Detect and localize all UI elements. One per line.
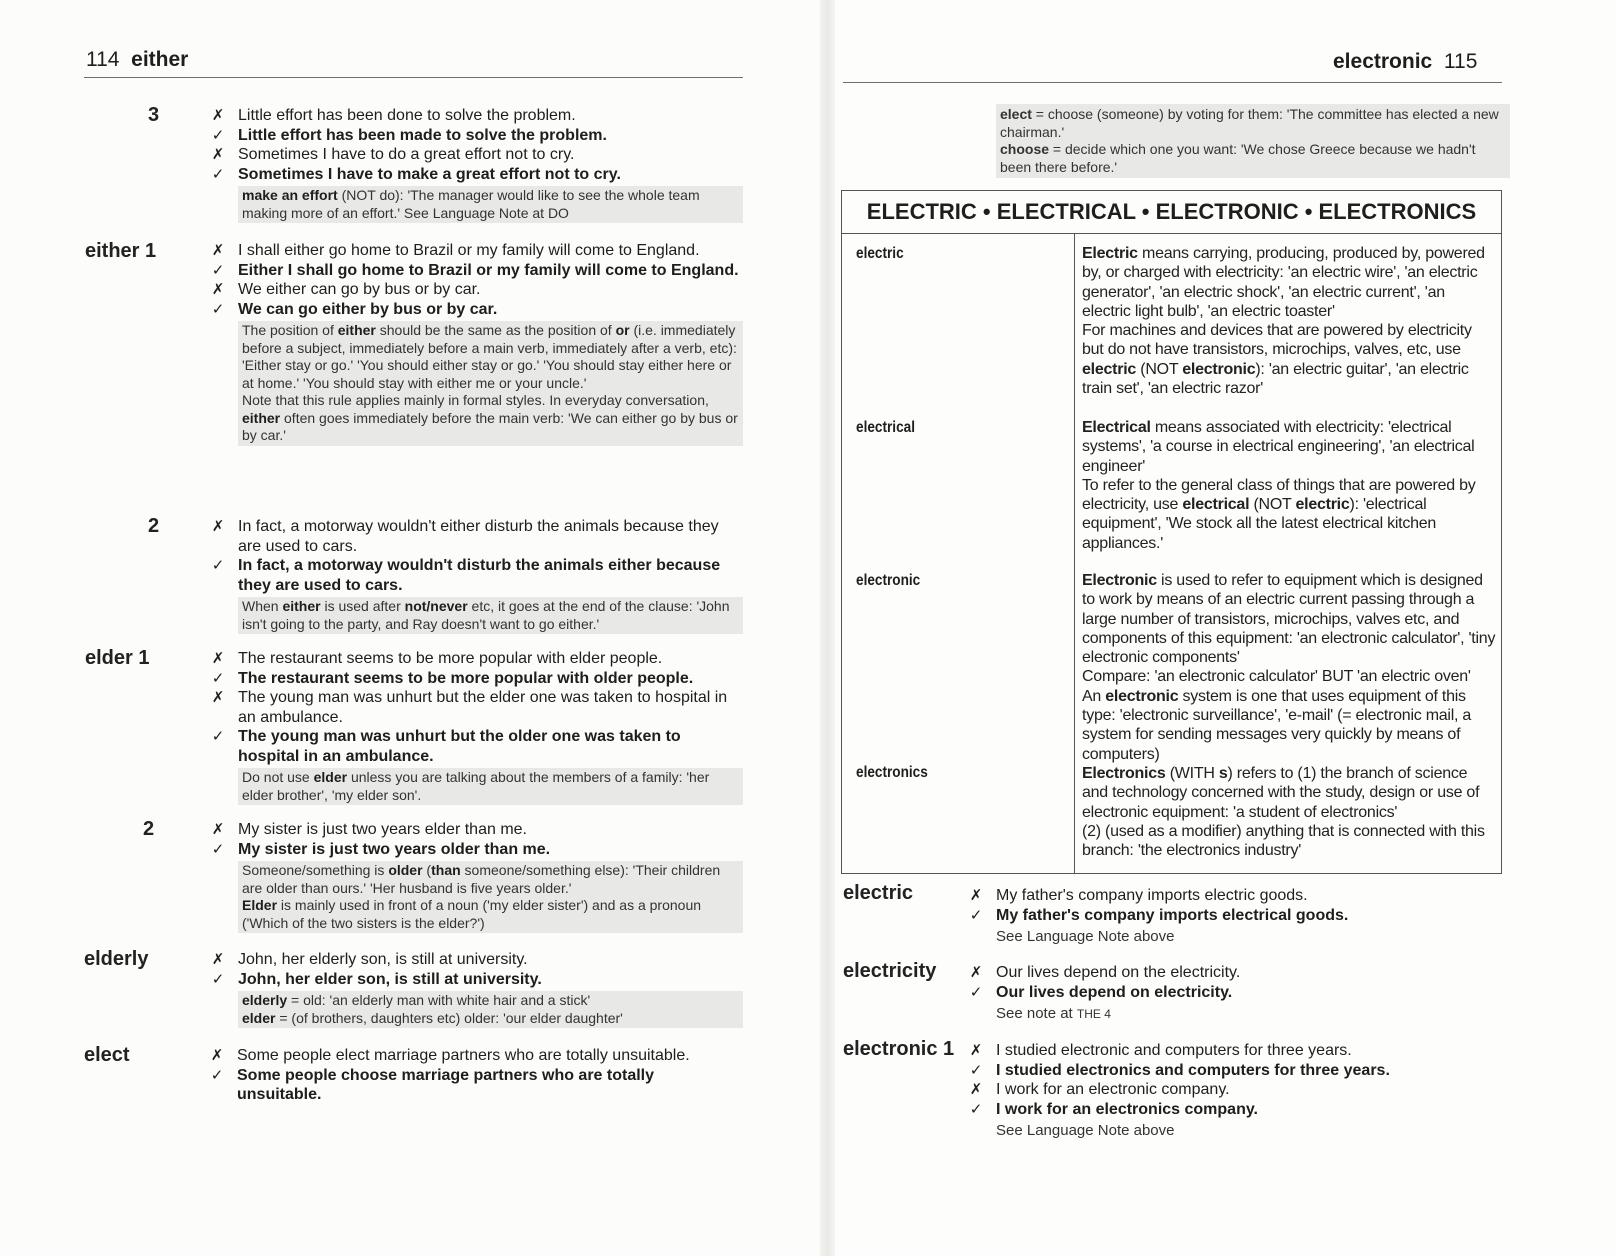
usage-note: The position of either should be the same as the position of or (i.e. immediately before a subject, immediately before a main verb, immediately after a verb, etc): 'Either stay or go.' 'You should either stay or go.' 'You should stay either here or at home.' 'You should stay with either me or your uncle.' Note that this rule applies mainly in formal styles. In everyday conversation, either often goes immediately before the main verb: 'We can either go by bus or by car.': [238, 321, 743, 446]
cross-reference: See Language Note above: [996, 928, 1175, 945]
correct-example: ✓ We can go either by bus or by car.: [208, 300, 743, 320]
correct-example: ✓ The young man was unhurt but the older one was taken to hospital in an ambulance.: [208, 727, 743, 766]
correct-example: ✓ Little effort has been made to solve the problem.: [208, 126, 743, 146]
usage-note: make an effort (NOT do): 'The manager would like to see the whole team making more of an effort.' See Language Note at DO: [238, 186, 743, 223]
usage-note: elderly = old: 'an elderly man with white hair and a stick' elder = (of brothers, daughters etc) older: 'our elder daughter': [238, 991, 743, 1028]
left-page-header: [86, 48, 188, 72]
left-page-number: 114: [86, 48, 120, 71]
cross-reference: See Language Note above: [996, 1122, 1175, 1139]
entry-electronic-1: [966, 1041, 1502, 1139]
tick-icon: ✓: [210, 1065, 224, 1084]
correct-example: ✓ The restaurant seems to be more popular with older people.: [208, 669, 743, 689]
cross-icon: ✗: [210, 1046, 224, 1064]
entry-effort-3: [208, 106, 743, 223]
headword-electric: electric: [843, 882, 914, 904]
definition-electronics: Electronics (WITH s) refers to (1) the branch of science and technology concerned with the study, design or use of electronic equipment: 'a student of electronics' (2) (used as a modifier) anything that is connected with this branch: 'the electronics industry': [1082, 765, 1485, 860]
wrong-example: ✗ The young man was unhurt but the elder one was taken to hospital in an ambulance.: [208, 688, 743, 727]
wrong-example: ✗ My father's company imports electric goods.: [966, 886, 1502, 906]
language-note-box: [841, 190, 1502, 874]
correct-example: ✓ I work for an electronics company.: [966, 1100, 1502, 1120]
entry-electric: [966, 886, 1502, 945]
correct-example: ✓ I studied electronics and computers for three years.: [966, 1061, 1502, 1081]
correct-example: ✓ Sometimes I have to make a great effort not to cry.: [208, 165, 743, 185]
tick-icon: ✓: [969, 905, 983, 924]
wrong-example: ✗ I shall either go home to Brazil or my family will come to England.: [208, 241, 743, 261]
term-electronics: electronics: [856, 764, 928, 781]
right-header-rule: [843, 82, 1502, 83]
elect-usage-note: elect = choose (someone) by voting for them: 'The committee has elected a new chairman.' choose = decide which one you want: 'We chose Greece because we hadn't been there before.': [996, 104, 1510, 178]
entry-elder-2: [208, 820, 743, 933]
definition-electrical: Electrical means associated with electricity: 'electrical systems', 'a course in electrical engineering', 'an electrical engineer' To refer to the general class of things that are powered by electricity, use electrical (NOT electric): 'electrical equipment', 'We stock all the latest electrical kitchen appliances.': [1082, 419, 1476, 552]
entry-either-2: [208, 517, 743, 634]
wrong-example: ✗ Sometimes I have to do a great effort not to cry.: [208, 145, 743, 165]
term-electrical: electrical: [856, 419, 915, 436]
table-divider: [1074, 234, 1075, 873]
correct-example: ✓ Either I shall go home to Brazil or my family will come to England.: [208, 261, 743, 281]
correct-example: ✓ Our lives depend on electricity.: [966, 983, 1502, 1003]
tick-icon: ✓: [211, 668, 225, 687]
cross-icon: ✗: [969, 963, 983, 981]
cross-icon: ✗: [211, 950, 225, 968]
definition-electric: Electric means carrying, producing, produced by, powered by, or charged with electricity: 'an electric wire', 'an electric generator', 'an electric shock', 'an electric current', 'an electric light bulb', 'an electric toaster' For machines and devices that are powered by electricity but do not have transistors, microchips, valves, etc, use electric (NOT electronic): 'an electric guitar', 'an electric train set', 'an electric razor': [1082, 245, 1485, 398]
tick-icon: ✓: [969, 1099, 983, 1118]
sense-number: 3: [148, 104, 160, 126]
cross-icon: ✗: [211, 517, 225, 535]
wrong-example: ✗ Some people elect marriage partners who are totally unsuitable.: [207, 1046, 742, 1066]
tick-icon: ✓: [211, 839, 225, 858]
book-gutter: [820, 0, 835, 1256]
wrong-example: ✗ We either can go by bus or by car.: [208, 280, 743, 300]
entry-elder-1: [208, 649, 743, 805]
cross-icon: ✗: [211, 106, 225, 124]
usage-note: When either is used after not/never etc, it goes at the end of the clause: 'John isn't going to the party, and Ray doesn't want to go either.': [238, 597, 743, 634]
headword-elder-1: elder 1: [85, 647, 150, 669]
tick-icon: ✓: [211, 299, 225, 318]
tick-icon: ✓: [211, 556, 225, 574]
correct-example: ✓ My father's company imports electrical goods.: [966, 906, 1502, 926]
cross-icon: ✗: [969, 1041, 983, 1059]
tick-icon: ✓: [211, 727, 225, 745]
cross-icon: ✗: [211, 241, 225, 259]
wrong-example: ✗ John, her elderly son, is still at university.: [208, 950, 743, 970]
entry-elect: [207, 1046, 742, 1105]
wrong-example: ✗ Our lives depend on the electricity.: [966, 963, 1502, 983]
headword-either-1: either 1: [85, 240, 157, 262]
headword-elderly: elderly: [84, 948, 149, 970]
cross-reference: See note at THE 4: [996, 1005, 1111, 1022]
wrong-example: ✗ I studied electronic and computers for three years.: [966, 1041, 1502, 1061]
wrong-example: ✗ In fact, a motorway wouldn't either disturb the animals because they are used to cars.: [208, 517, 743, 556]
entry-either-1: [208, 241, 743, 446]
correct-example: ✓ In fact, a motorway wouldn't disturb the animals either because they are used to cars.: [208, 556, 743, 595]
cross-icon: ✗: [211, 820, 225, 838]
tick-icon: ✓: [211, 969, 225, 988]
cross-icon: ✗: [211, 649, 225, 667]
correct-example: ✓ Some people choose marriage partners who are totally unsuitable.: [207, 1066, 742, 1105]
language-note-title: ELECTRIC • ELECTRICAL • ELECTRONIC • ELECTRONICS: [842, 191, 1501, 234]
wrong-example: ✗ The restaurant seems to be more popular with elder people.: [208, 649, 743, 669]
tick-icon: ✓: [211, 125, 225, 144]
wrong-example: ✗ I work for an electronic company.: [966, 1080, 1502, 1100]
headword-electricity: electricity: [843, 960, 937, 982]
right-page-header: [1333, 50, 1503, 74]
usage-note: Do not use elder unless you are talking about the members of a family: 'her elder brother', 'my elder son'.: [238, 768, 743, 805]
term-electronic: electronic: [856, 572, 921, 589]
cross-icon: ✗: [211, 280, 225, 298]
headword-elect: elect: [84, 1044, 130, 1066]
tick-icon: ✓: [211, 260, 225, 279]
definition-electronic: Electronic is used to refer to equipment which is designed to work by means of an electric current passing through a large number of transistors, microchips, valves etc, and components of this equipment: 'an electronic calculator', 'tiny electronic components' Compare: 'an electronic calculator' BUT 'an electric oven' An electronic system is one that uses equipment of this type: 'electronic surveillance', 'e-mail' (= electronic mail, a system for sending messages very quickly by means of computers): [1082, 572, 1496, 763]
tick-icon: ✓: [211, 164, 225, 183]
term-electric: electric: [856, 245, 904, 262]
cross-icon: ✗: [969, 1080, 983, 1098]
cross-icon: ✗: [211, 145, 225, 163]
tick-icon: ✓: [969, 1060, 983, 1079]
sense-number: 2: [148, 515, 160, 537]
sense-number: 2: [143, 818, 155, 840]
headword-electronic-1: electronic 1: [843, 1038, 955, 1060]
right-page-number: 115: [1443, 50, 1478, 73]
tick-icon: ✓: [969, 982, 983, 1001]
left-guide-word: either: [131, 48, 189, 71]
wrong-example: ✗ My sister is just two years elder than me.: [208, 820, 743, 840]
correct-example: ✓ John, her elder son, is still at university.: [208, 970, 743, 990]
cross-icon: ✗: [211, 688, 225, 706]
correct-example: ✓ My sister is just two years older than me.: [208, 840, 743, 860]
wrong-example: ✗ Little effort has been done to solve the problem.: [208, 106, 743, 126]
left-header-rule: [84, 77, 743, 78]
cross-icon: ✗: [969, 886, 983, 904]
entry-elderly: [208, 950, 743, 1028]
right-guide-word: electronic: [1333, 50, 1433, 73]
usage-note: Someone/something is older (than someone/something else): 'Their children are older than ours.' 'Her husband is five years older.' Elder is mainly used in front of a noun ('my elder sister') and as a pronoun ('Which of the two sisters is the elder?'): [238, 861, 743, 933]
entry-electricity: [966, 963, 1502, 1022]
